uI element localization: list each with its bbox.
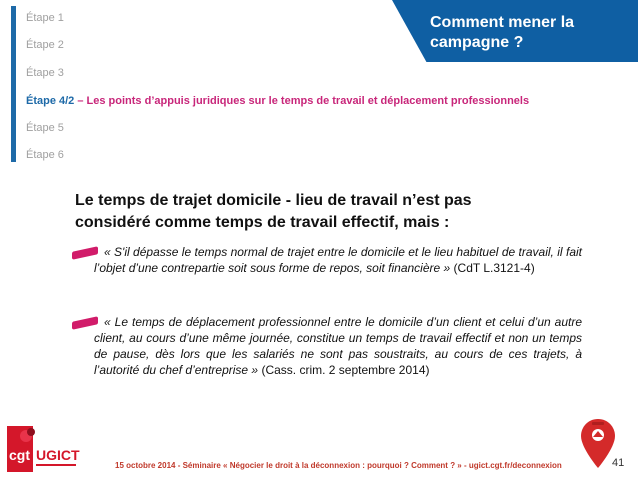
step-1[interactable]: Étape 1 <box>26 12 64 24</box>
steps-progress-bar <box>11 6 16 162</box>
heading-line-2: considéré comme temps de travail effectif, mais : <box>75 214 450 231</box>
quote-1-text: « S'il dépasse le temps normal de trajet entre le domicile et le lieu habituel de travail, il fait l’objet d’une contrepartie soit sous forme de repos, soit financière » <box>94 245 582 275</box>
step-3[interactable]: Étape 3 <box>26 67 64 79</box>
map-pin-icon <box>580 418 616 470</box>
step-4-current[interactable] <box>26 95 529 107</box>
logo-ugict-text: UGICT <box>36 447 80 463</box>
logo-cgt-text: cgt <box>9 447 30 463</box>
step-4-label: Étape 4/2 <box>26 95 75 107</box>
cgt-ugict-logo <box>7 424 115 474</box>
heading-line-1: Le temps de trajet domicile - lieu de travail n’est pas <box>75 192 472 209</box>
banner-title <box>430 13 630 53</box>
quote-2-text: « Le temps de déplacement professionnel entre le domicile d’un client et celui d’un autre client, au cours d’une même journée, constitue un temps de travail effectif et non un temps de pause, dès lors que les salariés ne sont pas soustraits, au cours de ces trajets, à l’autorité du chef d’entreprise » <box>94 315 582 377</box>
step-4-separator: – <box>74 95 87 107</box>
step-5[interactable]: Étape 5 <box>26 122 64 134</box>
banner-title-line-2: campagne ? <box>430 34 524 51</box>
quote-1-source: (CdT L.3121-4) <box>450 261 535 275</box>
logo-graphic-icon <box>7 424 115 474</box>
step-4-description: Les points d’appuis juridiques sur le temps de travail et déplacement professionnels <box>86 95 530 107</box>
quote-2 <box>94 314 582 378</box>
quote-1 <box>94 244 582 276</box>
step-2[interactable]: Étape 2 <box>26 39 64 51</box>
page-number: 41 <box>612 457 625 469</box>
step-6[interactable]: Étape 6 <box>26 149 64 161</box>
footer-text: 15 octobre 2014 - Séminaire « Négocier le droit à la déconnexion : pourquoi ? Comment ? » - ugict.cgt.fr/deconnexion <box>115 461 562 470</box>
banner-title-line-1: Comment mener la <box>430 14 575 31</box>
quote-2-source: (Cass. crim. 2 septembre 2014) <box>258 363 430 377</box>
slide-heading <box>75 190 545 234</box>
